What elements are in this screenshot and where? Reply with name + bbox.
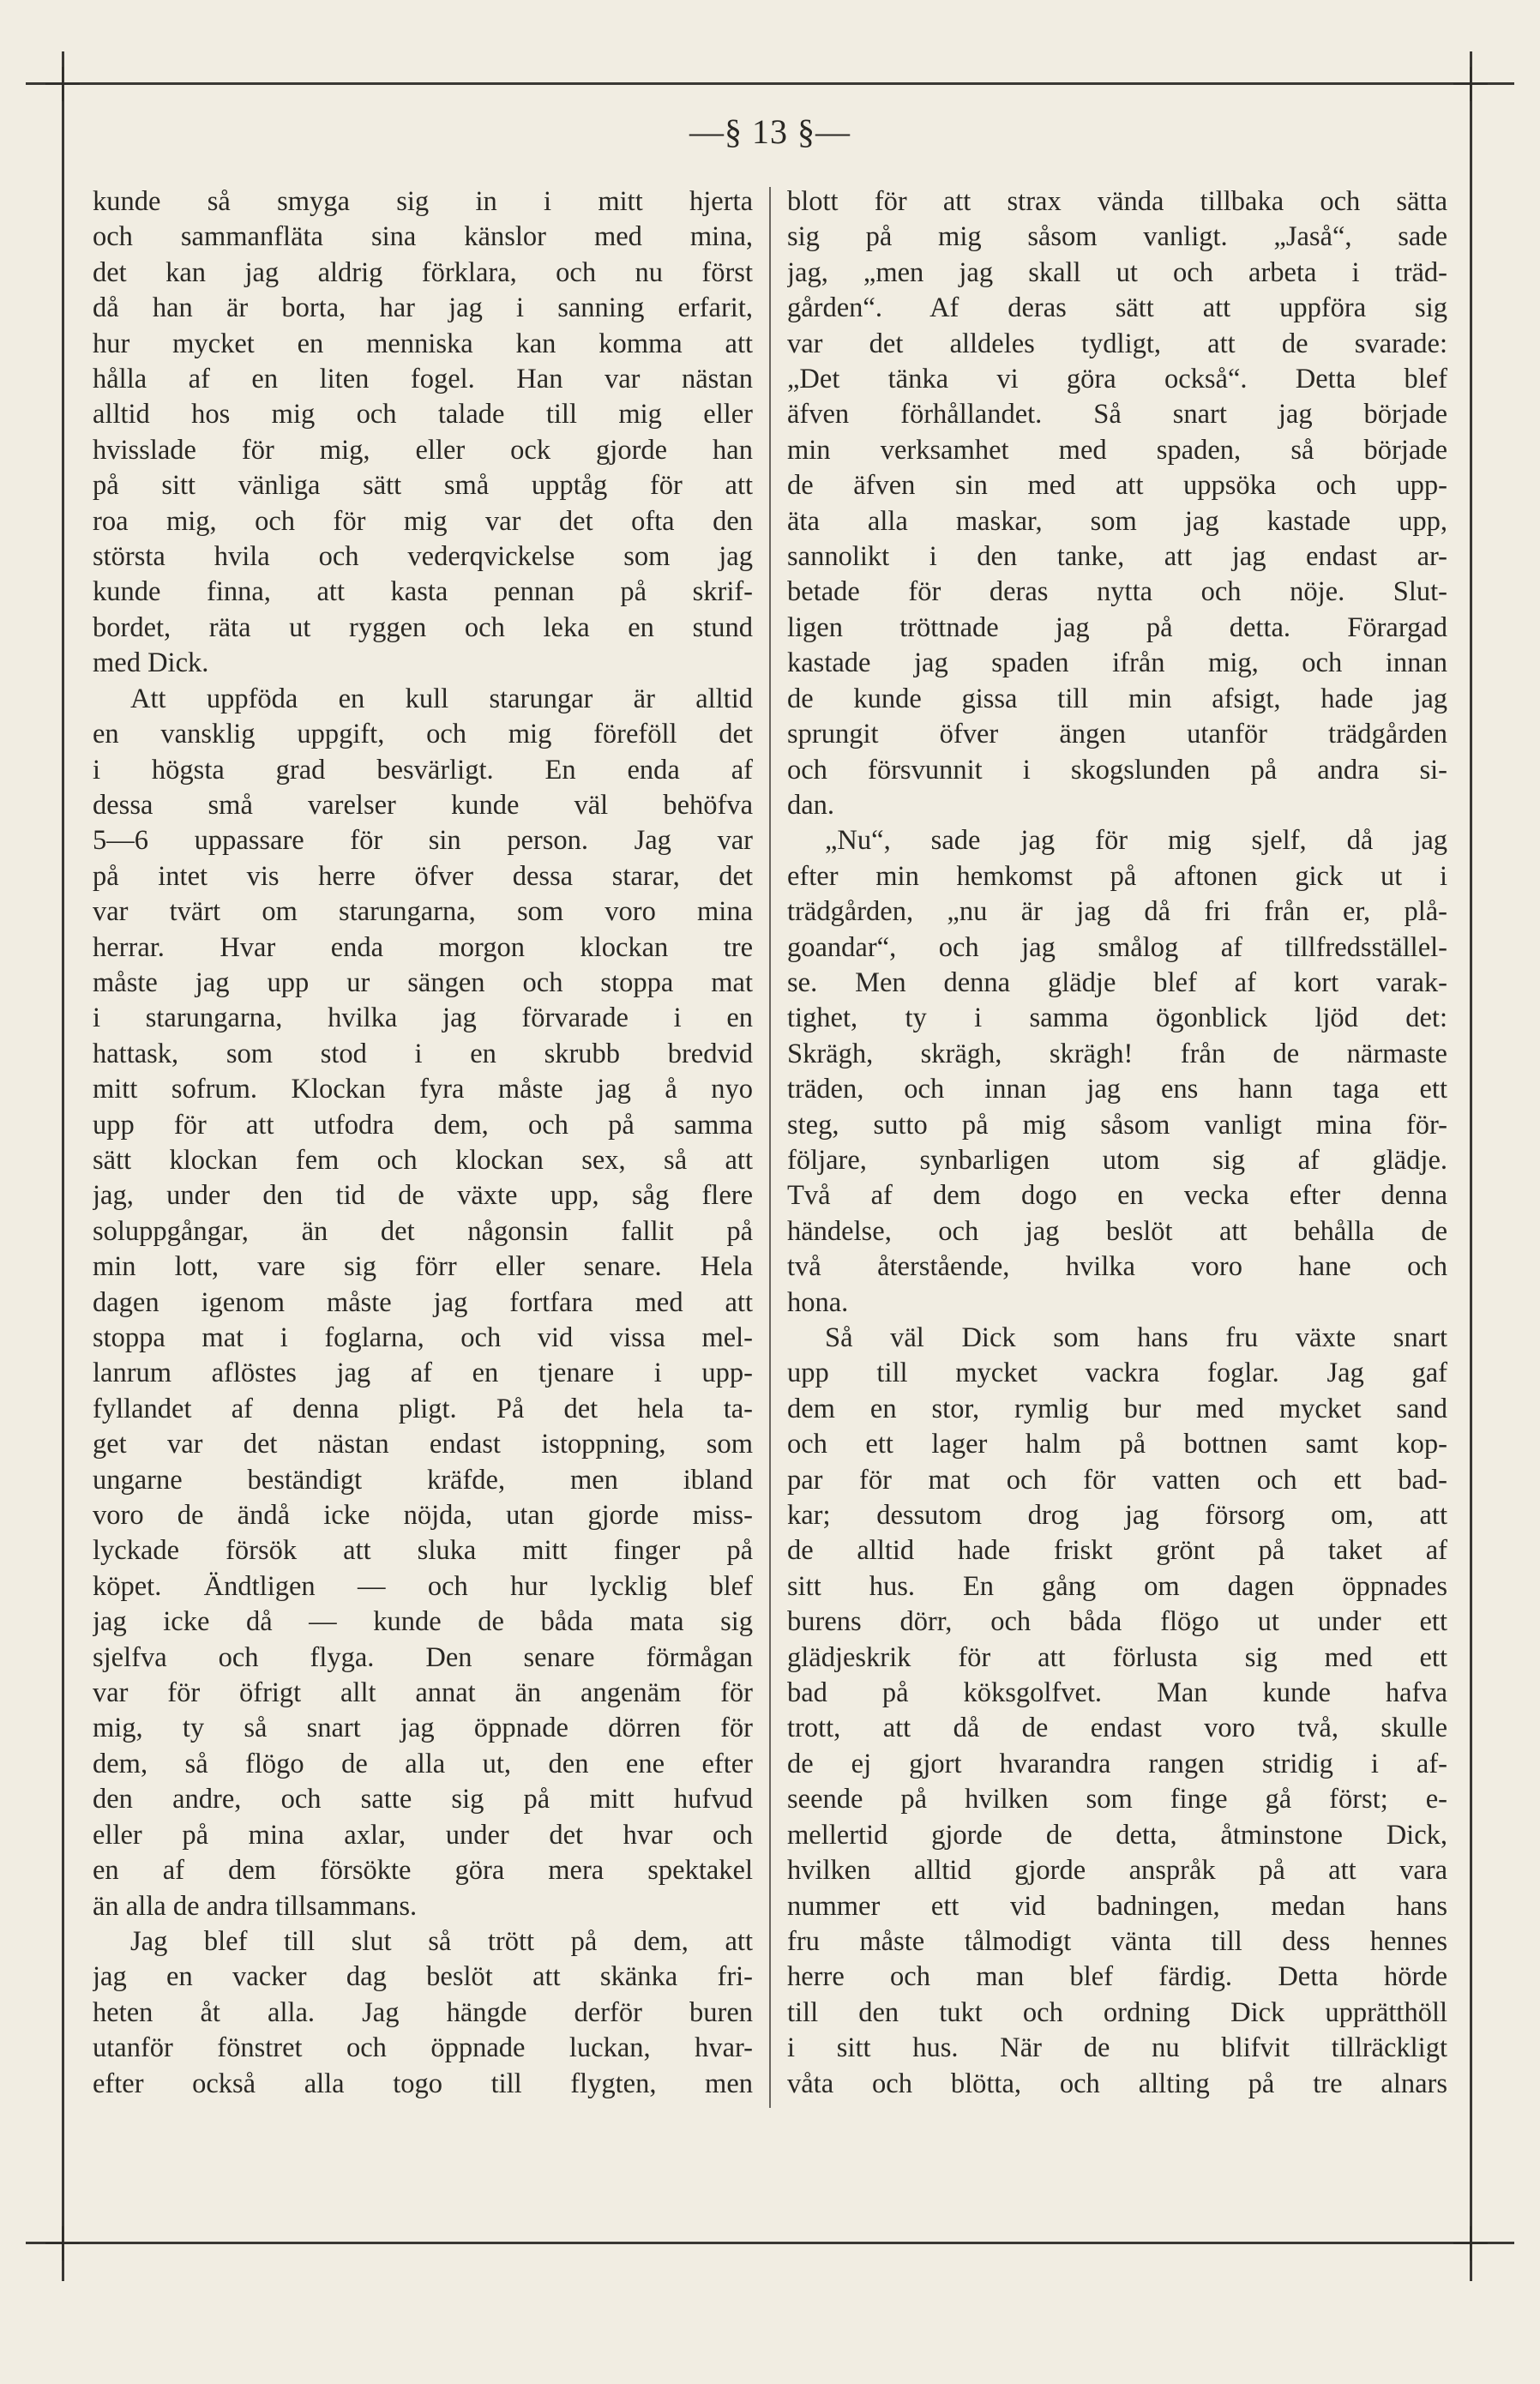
text-line: fyllandet af denna pligt. På det hela ta- bbox=[93, 1393, 753, 1424]
text-line: herre och man blef färdig. Detta hörde bbox=[787, 1961, 1447, 1993]
text-line: tighet, ty i samma ögonblick ljöd det: bbox=[787, 1002, 1447, 1034]
text-line: största hvila och vederqvickelse som jag bbox=[93, 541, 753, 573]
text-line: hålla af en liten fogel. Han var nästan bbox=[93, 364, 753, 395]
right-rule bbox=[1470, 51, 1472, 2281]
text-line: de ej gjort hvarandra rangen stridig i af- bbox=[787, 1748, 1447, 1779]
text-line: jag en vacker dag beslöt att skänka fri- bbox=[93, 1961, 753, 1993]
text-line: Jag blef till slut så trött på dem, att bbox=[130, 1925, 753, 1957]
text-line: soluppgångar, än det någonsin fallit på bbox=[93, 1215, 753, 1247]
text-line: upp för att utfodra dem, och på samma bbox=[93, 1109, 753, 1141]
text-line: voro de ändå icke nöjda, utan gjorde miss- bbox=[93, 1500, 753, 1532]
text-line: „Nu“, sade jag för mig sjelf, då jag bbox=[825, 825, 1447, 857]
text-line: i högsta grad besvärligt. En enda af bbox=[93, 754, 753, 786]
text-line: Så väl Dick som hans fru växte snart bbox=[825, 1322, 1447, 1353]
text-line: en af dem försökte göra mera spektakel bbox=[93, 1855, 753, 1887]
text-line: sjelfva och flyga. Den senare förmågan bbox=[93, 1641, 753, 1673]
text-line: sannolikt i den tanke, att jag endast ar- bbox=[787, 541, 1447, 573]
text-line: de alltid hade friskt grönt på taket af bbox=[787, 1535, 1447, 1567]
top-rule bbox=[26, 82, 1514, 85]
crop-mark-bottom-left bbox=[45, 2226, 80, 2261]
text-line: trädgården, „nu är jag då fri från er, plå- bbox=[787, 896, 1447, 928]
text-line: hattask, som stod i en skrubb bredvid bbox=[93, 1038, 753, 1069]
text-line: herrar. Hvar enda morgon klockan tre bbox=[93, 931, 753, 963]
text-line: eller på mina axlar, under det hvar och bbox=[93, 1819, 753, 1851]
text-line: köpet. Ändtligen — och hur lycklig blef bbox=[93, 1570, 753, 1602]
text-line: burens dörr, och båda flögo ut under ett bbox=[787, 1606, 1447, 1638]
text-line: efter också alla togo till flygten, men bbox=[93, 2068, 753, 2099]
text-line: betade för deras nytta och nöje. Slut- bbox=[787, 576, 1447, 608]
text-line: par för mat och för vatten och ett bad- bbox=[787, 1464, 1447, 1496]
text-line: upp till mycket vackra foglar. Jag gaf bbox=[787, 1358, 1447, 1389]
text-line: kunde så smyga sig in i mitt hjerta bbox=[93, 186, 753, 217]
text-line: Att uppföda en kull starungar är alltid bbox=[130, 683, 753, 714]
text-line: mitt sofrum. Klockan fyra måste jag å nyo bbox=[93, 1074, 753, 1105]
text-line: mellertid gjorde de detta, åtminstone Dick, bbox=[787, 1819, 1447, 1851]
text-line: stoppa mat i foglarna, och vid vissa mel- bbox=[93, 1322, 753, 1353]
text-line: följare, synbarligen utom sig af glädje. bbox=[787, 1144, 1447, 1176]
text-line: roa mig, och för mig var det ofta den bbox=[93, 505, 753, 537]
text-line: mig, ty så snart jag öppnade dörren för bbox=[93, 1713, 753, 1744]
text-line: jag, under den tid de växte upp, såg flere bbox=[93, 1180, 753, 1212]
text-line: och ett lager halm på bottnen samt kop- bbox=[787, 1429, 1447, 1460]
text-line: dem en stor, rymlig bur med mycket sand bbox=[787, 1393, 1447, 1424]
text-line: i starungarna, hvilka jag förvarade i en bbox=[93, 1002, 753, 1034]
text-line: „Det tänka vi göra också“. Detta blef bbox=[787, 364, 1447, 395]
text-line: hvilken alltid gjorde anspråk på att vara bbox=[787, 1855, 1447, 1887]
text-line: heten åt alla. Jag hängde derför buren bbox=[93, 1996, 753, 2028]
text-line: sprungit öfver ängen utanför trädgården bbox=[787, 719, 1447, 750]
text-line: och sammanfläta sina känslor med mina, bbox=[93, 221, 753, 253]
text-line: Två af dem dogo en vecka efter denna bbox=[787, 1180, 1447, 1212]
text-line: var för öfrigt allt annat än angenäm för bbox=[93, 1677, 753, 1709]
text-line: äta alla maskar, som jag kastade upp, bbox=[787, 505, 1447, 537]
text-line: händelse, och jag beslöt att behålla de bbox=[787, 1215, 1447, 1247]
text-line: gården“. Af deras sätt att uppföra sig bbox=[787, 292, 1447, 324]
text-line: bad på köksgolfvet. Man kunde hafva bbox=[787, 1677, 1447, 1709]
text-line: dessa små varelser kunde väl behöfva bbox=[93, 789, 753, 821]
text-line: 5—6 uppassare för sin person. Jag var bbox=[93, 825, 753, 857]
text-line: dagen igenom måste jag fortfara med att bbox=[93, 1286, 753, 1318]
text-line: bordet, räta ut ryggen och leka en stund bbox=[93, 611, 753, 643]
text-line: steg, sutto på mig såsom vanligt mina för- bbox=[787, 1109, 1447, 1141]
text-line: dem, så flögo de alla ut, den ene efter bbox=[93, 1748, 753, 1779]
text-line: sätt klockan fem och klockan sex, så att bbox=[93, 1144, 753, 1176]
left-text-column bbox=[93, 184, 753, 2102]
text-line: på intet vis herre öfver dessa starar, det bbox=[93, 860, 753, 892]
text-line: hur mycket en menniska kan komma att bbox=[93, 328, 753, 359]
text-line: efter min hemkomst på aftonen gick ut i bbox=[787, 860, 1447, 892]
text-line: min lott, vare sig förr eller senare. Hela bbox=[93, 1251, 753, 1283]
text-line: lyckade försök att sluka mitt finger på bbox=[93, 1535, 753, 1567]
text-line: de äfven sin med att uppsöka och upp- bbox=[787, 470, 1447, 502]
text-line: två återstående, hvilka voro hane och bbox=[787, 1251, 1447, 1283]
left-rule bbox=[62, 51, 64, 2281]
text-line: get var det nästan endast istoppning, som bbox=[93, 1429, 753, 1460]
text-line: träden, och innan jag ens hann taga ett bbox=[787, 1074, 1447, 1105]
text-line: än alla de andra tillsammans. bbox=[93, 1890, 418, 1922]
text-line: i sitt hus. När de nu blifvit tillräckligt bbox=[787, 2032, 1447, 2064]
text-line: var det alldeles tydligt, att de svarade: bbox=[787, 328, 1447, 359]
text-line: kastade jag spaden ifrån mig, och innan bbox=[787, 647, 1447, 679]
right-text-column bbox=[787, 184, 1447, 2102]
text-line: glädjeskrik för att förlusta sig med ett bbox=[787, 1641, 1447, 1673]
text-line: kar; dessutom drog jag försorg om, att bbox=[787, 1500, 1447, 1532]
text-line: lanrum aflöstes jag af en tjenare i upp- bbox=[93, 1358, 753, 1389]
text-line: var tvärt om starungarna, som voro mina bbox=[93, 896, 753, 928]
text-line: kunde finna, att kasta pennan på skrif- bbox=[93, 576, 753, 608]
text-line: blott för att strax vända tillbaka och sätta bbox=[787, 186, 1447, 217]
text-line: min verksamhet med spaden, så började bbox=[787, 434, 1447, 466]
text-line: våta och blötta, och allting på tre alnars bbox=[787, 2068, 1447, 2099]
text-line: det kan jag aldrig förklara, och nu först bbox=[93, 256, 753, 288]
text-line: jag, „men jag skall ut och arbeta i träd- bbox=[787, 256, 1447, 288]
text-line: då han är borta, har jag i sanning erfarit, bbox=[93, 292, 753, 324]
bottom-rule bbox=[26, 2242, 1514, 2244]
text-line: fru måste tålmodigt vänta till dess hennes bbox=[787, 1925, 1447, 1957]
text-line: nummer ett vid badningen, medan hans bbox=[787, 1890, 1447, 1922]
page-number: —§ 13 §— bbox=[689, 112, 851, 151]
text-line: de kunde gissa till min afsigt, hade jag bbox=[787, 683, 1447, 714]
text-line: utanför fönstret och öppnade luckan, hvar- bbox=[93, 2032, 753, 2064]
text-line: på sitt vänliga sätt små upptåg för att bbox=[93, 470, 753, 502]
text-line: hvisslade för mig, eller ock gjorde han bbox=[93, 434, 753, 466]
text-line: den andre, och satte sig på mitt hufvud bbox=[93, 1784, 753, 1815]
text-line: och försvunnit i skogslunden på andra si- bbox=[787, 754, 1447, 786]
text-line: ligen tröttnade jag på detta. Förargad bbox=[787, 611, 1447, 643]
text-line: dan. bbox=[787, 789, 835, 821]
crop-mark-bottom-right bbox=[1453, 2226, 1488, 2261]
text-line: med Dick. bbox=[93, 647, 209, 679]
text-line: jag icke då — kunde de båda mata sig bbox=[93, 1606, 753, 1638]
column-divider bbox=[769, 187, 771, 2108]
text-line: äfven förhållandet. Så snart jag började bbox=[787, 399, 1447, 430]
text-line: ungarne beständigt kräfde, men ibland bbox=[93, 1464, 753, 1496]
text-line: alltid hos mig och talade till mig eller bbox=[93, 399, 753, 430]
text-line: goandar“, och jag smålog af tillfredsställel- bbox=[787, 931, 1447, 963]
text-line: sig på mig såsom vanligt. „Jaså“, sade bbox=[787, 221, 1447, 253]
text-line: till den tukt och ordning Dick upprätthöll bbox=[787, 1996, 1447, 2028]
text-line: sitt hus. En gång om dagen öppnades bbox=[787, 1570, 1447, 1602]
crop-mark-top-right bbox=[1453, 67, 1488, 101]
text-line: seende på hvilken som finge gå först; e- bbox=[787, 1784, 1447, 1815]
text-line: trott, att då de endast voro två, skulle bbox=[787, 1713, 1447, 1744]
text-line: Skrägh, skrägh, skrägh! från de närmaste bbox=[787, 1038, 1447, 1069]
text-line: en vansklig uppgift, och mig föreföll det bbox=[93, 719, 753, 750]
text-line: se. Men denna glädje blef af kort varak- bbox=[787, 966, 1447, 998]
text-line: måste jag upp ur sängen och stoppa mat bbox=[93, 966, 753, 998]
crop-mark-top-left bbox=[45, 67, 80, 101]
text-line: hona. bbox=[787, 1286, 849, 1318]
